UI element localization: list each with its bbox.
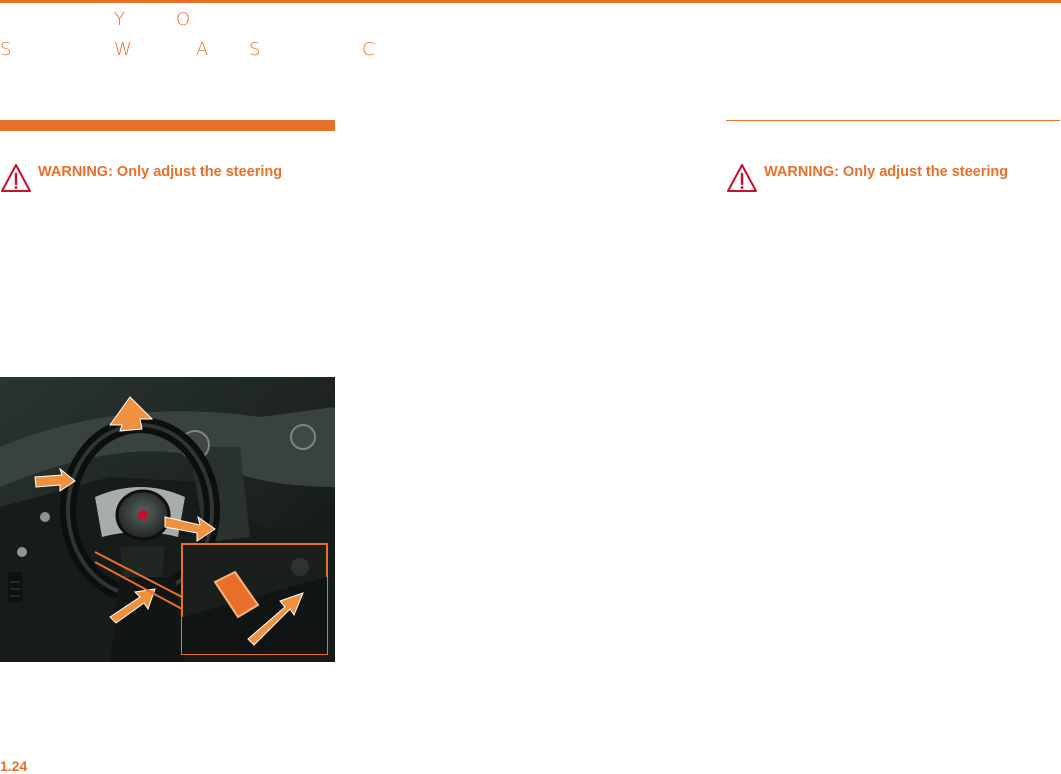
- header-letter: Y: [114, 9, 125, 30]
- header-letter: W: [114, 39, 132, 60]
- steering-wheel-adjustment-photo: [0, 377, 335, 662]
- warning-text: WARNING: Only adjust the steering: [38, 164, 283, 180]
- header-letter: A: [196, 39, 209, 60]
- header-letter: O: [176, 9, 191, 30]
- warning-left: [0, 162, 282, 194]
- header-letter: S: [0, 39, 12, 60]
- warning-triangle-icon: [0, 162, 32, 194]
- header-letter: C: [362, 39, 375, 60]
- warning-triangle-icon: [726, 162, 758, 194]
- page-number: 1.24: [0, 758, 28, 774]
- section-rule-left: [0, 120, 335, 131]
- warning-right: [726, 162, 1008, 194]
- warning-text: WARNING: Only adjust the steering: [764, 164, 1009, 180]
- section-rule-right: [726, 120, 1060, 121]
- top-rule: [0, 0, 1061, 3]
- header-letter: S: [249, 39, 261, 60]
